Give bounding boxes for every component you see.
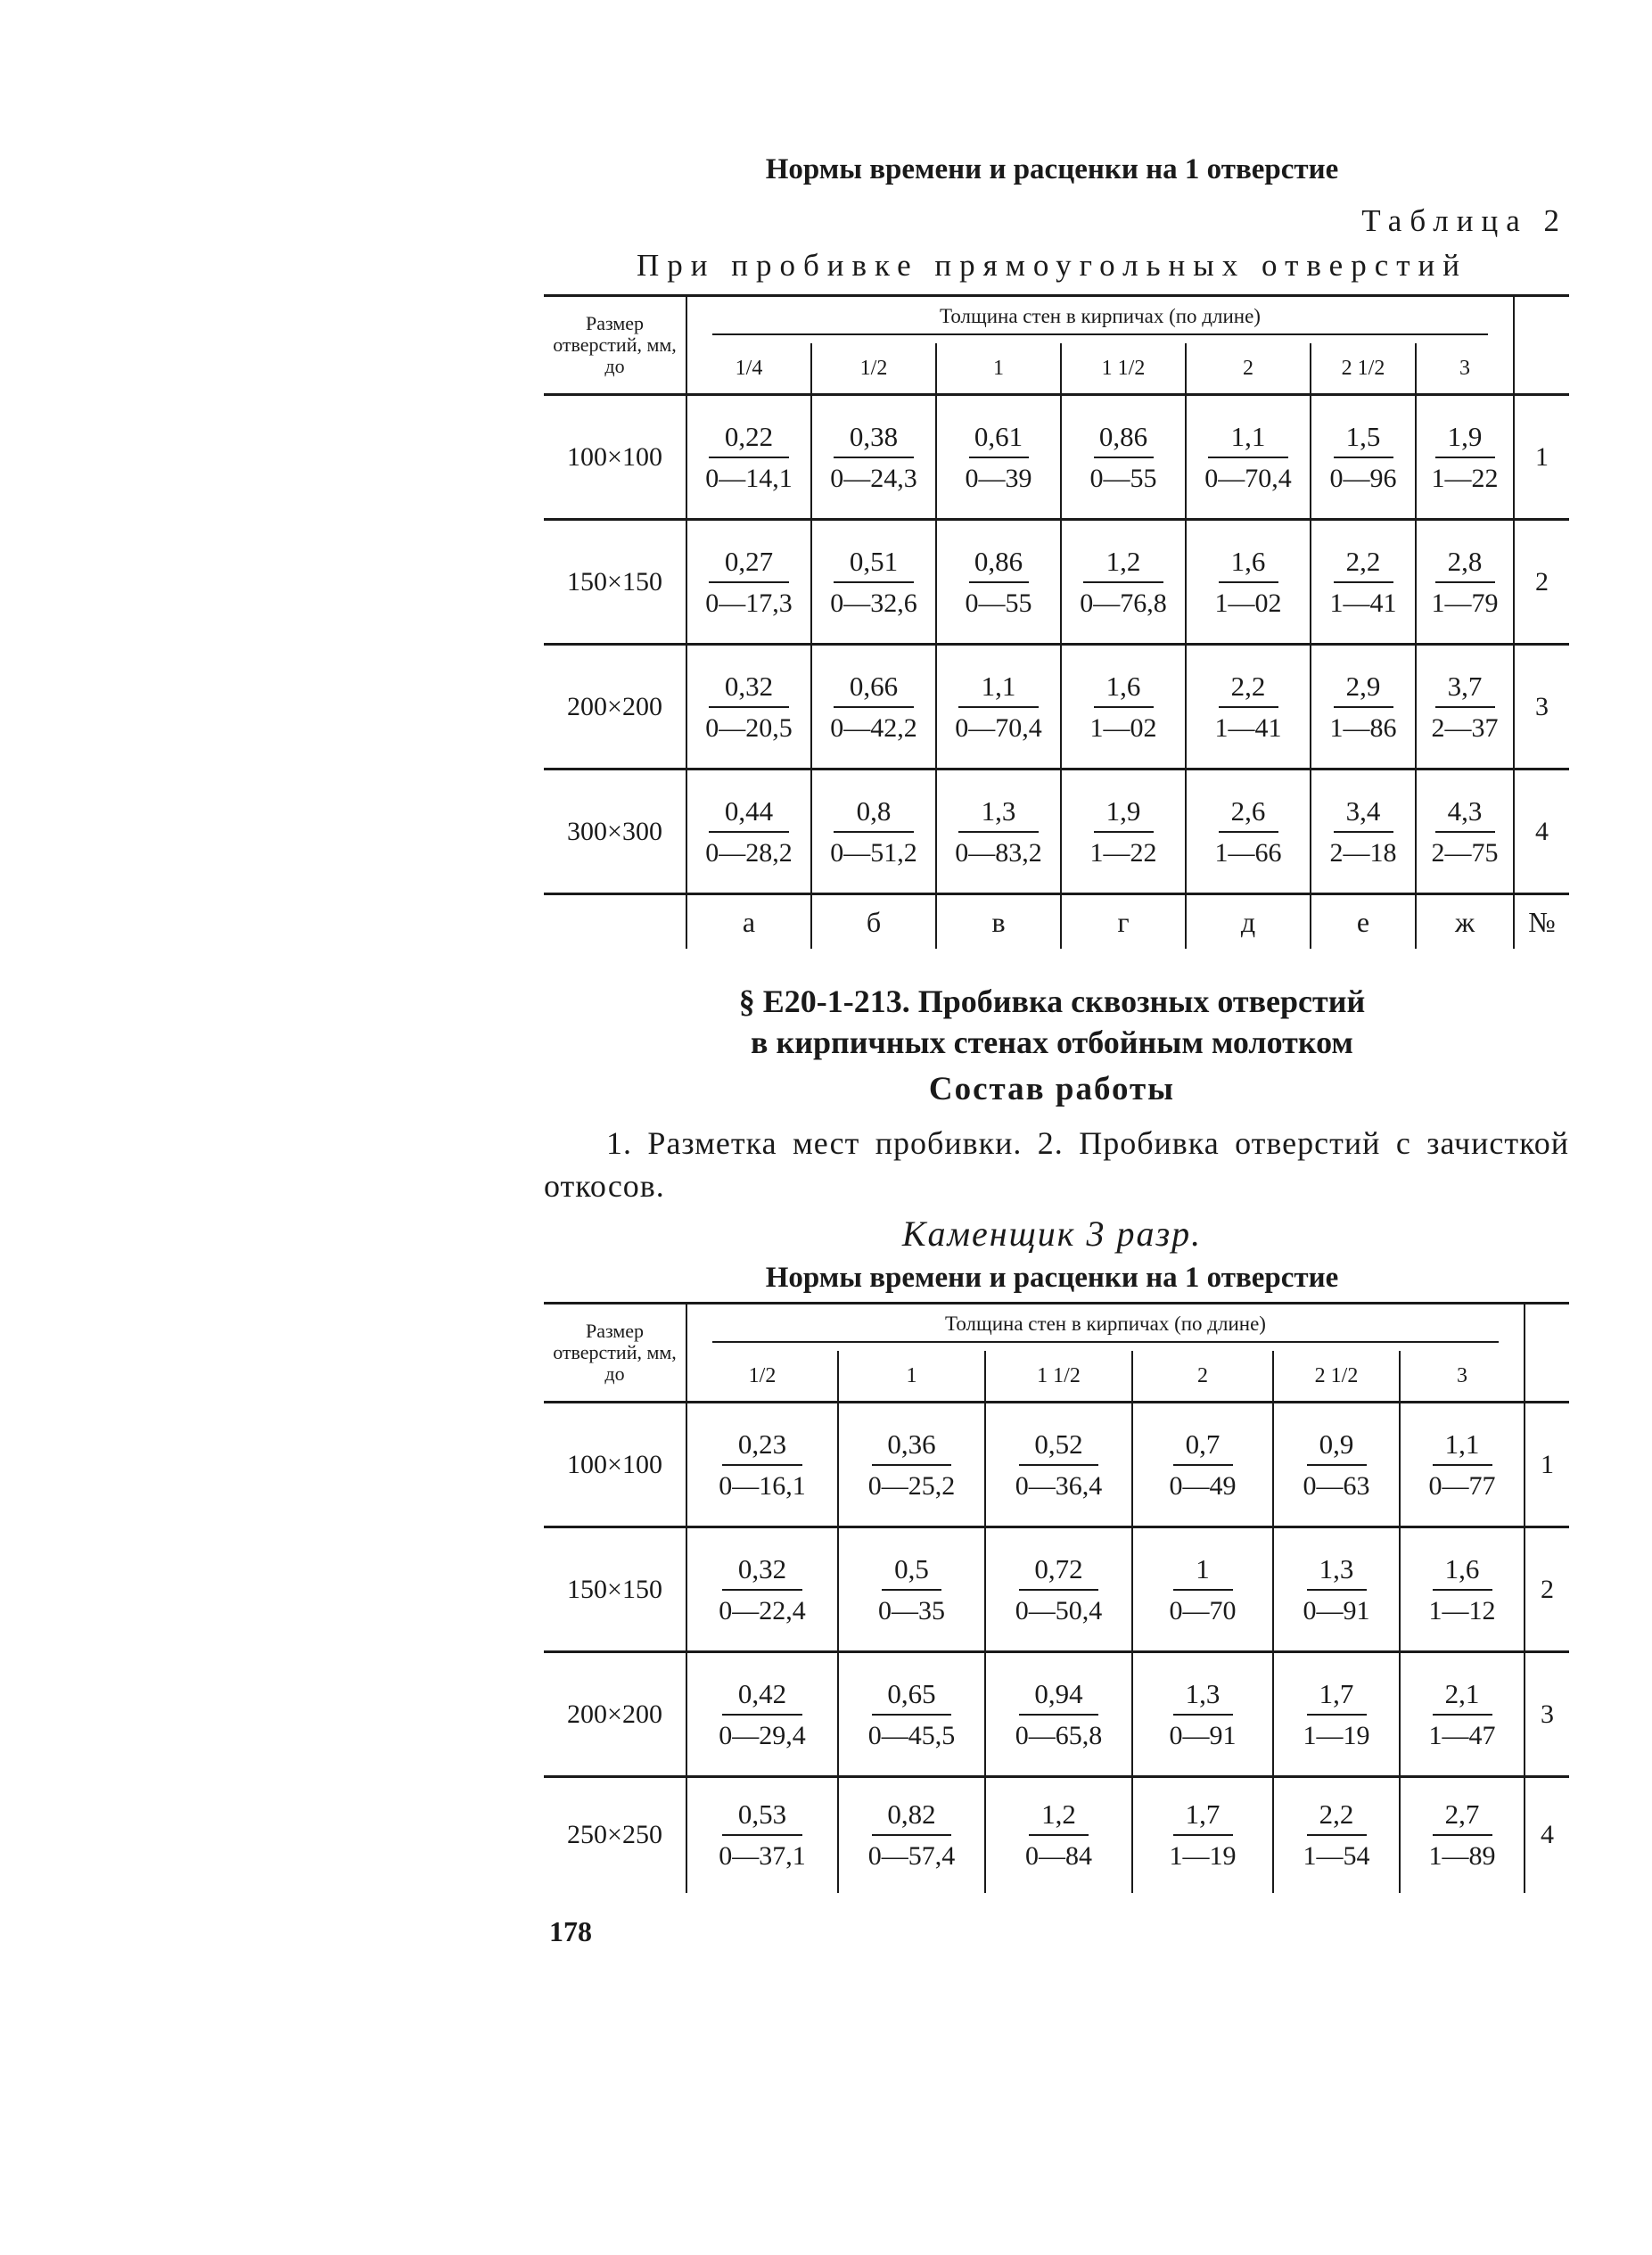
norm-cell: $\frac{1,1}{0—77}$ (1400, 1403, 1525, 1527)
norm-cell: $\frac{2,7}{1—89}$ (1400, 1777, 1525, 1893)
column-header: 1/2 (686, 1351, 838, 1403)
norm-cell: $\frac{0,53}{0—37,1}$ (686, 1777, 838, 1893)
norm-cell: $\frac{2,6}{1—66}$ (1186, 769, 1311, 894)
norm-cell: $\frac{0,65}{0—45,5}$ (838, 1652, 985, 1777)
table-row (544, 645, 1569, 769)
column-header: 1 1/2 (1061, 343, 1186, 395)
norm-cell: $\frac{4,3}{2—75}$ (1416, 769, 1514, 894)
norm-cell: $\frac{1,1}{0—70,4}$ (936, 645, 1061, 769)
norm-cell: $\frac{2,8}{1—79}$ (1416, 520, 1514, 645)
norm-cell: $\frac{0,9}{0—63}$ (1273, 1403, 1400, 1527)
table-row (544, 395, 1569, 520)
rownum-header (1525, 1304, 1569, 1403)
column-letter: а (686, 894, 811, 950)
row-size: 200×200 (544, 1652, 686, 1777)
column-letter: ж (1416, 894, 1514, 950)
norm-cell: $\frac{1,6}{1—02}$ (1186, 520, 1311, 645)
work-composition-text: 1. Разметка мест пробивки. 2. Пробивка отверстий с зачисткой откосов. (544, 1125, 1569, 1204)
column-letter: в (936, 894, 1061, 950)
table-row (544, 1652, 1569, 1777)
table1-subtitle: При пробивке прямоугольных отверстий (636, 248, 1468, 283)
number-label: № (1514, 894, 1569, 950)
norm-cell: $\frac{3,7}{2—37}$ (1416, 645, 1514, 769)
column-header: 1 (838, 1351, 985, 1403)
table-row (544, 769, 1569, 894)
norm-cell: $\frac{1,3}{0—91}$ (1132, 1652, 1273, 1777)
thickness-header: Толщина стен в кирпичах (по длине) (686, 1304, 1525, 1352)
norm-cell: $\frac{2,2}{1—54}$ (1273, 1777, 1400, 1893)
norm-cell: $\frac{0,66}{0—42,2}$ (811, 645, 936, 769)
rownum-header (1514, 296, 1569, 395)
norms-table-2 (544, 1302, 1569, 1893)
table1-caption: Нормы времени и расценки на 1 отверстие (765, 153, 1339, 185)
norm-cell: $\frac{1,3}{0—83,2}$ (936, 769, 1061, 894)
norm-cell: $\frac{1}{0—70}$ (1132, 1527, 1273, 1652)
section-title-line: § Е20-1-213. Пробивка сквозных отверстий (738, 983, 1366, 1019)
column-header: 1/4 (686, 343, 811, 395)
section-title-line: в кирпичных стенах отбойным молотком (751, 1025, 1353, 1060)
norm-cell: $\frac{0,38}{0—24,3}$ (811, 395, 936, 520)
column-letter: г (1061, 894, 1186, 950)
norm-cell: $\frac{1,5}{0—96}$ (1311, 395, 1416, 520)
table-row (544, 1777, 1569, 1893)
norms-table-1 (544, 294, 1569, 949)
norm-cell: $\frac{0,23}{0—16,1}$ (686, 1403, 838, 1527)
norm-cell: $\frac{0,52}{0—36,4}$ (985, 1403, 1132, 1527)
norm-cell: $\frac{0,22}{0—14,1}$ (686, 395, 811, 520)
row-size: 150×150 (544, 520, 686, 645)
norm-cell: $\frac{1,9}{1—22}$ (1061, 769, 1186, 894)
norm-cell: $\frac{1,9}{1—22}$ (1416, 395, 1514, 520)
norm-cell: $\frac{1,7}{1—19}$ (1273, 1652, 1400, 1777)
norm-cell: $\frac{0,86}{0—55}$ (936, 520, 1061, 645)
norm-cell: $\frac{0,7}{0—49}$ (1132, 1403, 1273, 1527)
section-title (535, 981, 1569, 1063)
norm-cell: $\frac{0,5}{0—35}$ (838, 1527, 985, 1652)
norm-cell: $\frac{1,1}{0—70,4}$ (1186, 395, 1311, 520)
row-size: 200×200 (544, 645, 686, 769)
row-number: 3 (1525, 1652, 1569, 1777)
column-letter: е (1311, 894, 1416, 950)
norm-cell: $\frac{0,94}{0—65,8}$ (985, 1652, 1132, 1777)
row-number: 4 (1525, 1777, 1569, 1893)
table-row (544, 1527, 1569, 1652)
norm-cell: $\frac{0,42}{0—29,4}$ (686, 1652, 838, 1777)
norm-cell: $\frac{0,36}{0—25,2}$ (838, 1403, 985, 1527)
column-header: 1/2 (811, 343, 936, 395)
row-number: 1 (1514, 395, 1569, 520)
column-header: 3 (1400, 1351, 1525, 1403)
norm-cell: $\frac{0,72}{0—50,4}$ (985, 1527, 1132, 1652)
page-number: 178 (549, 1915, 592, 1947)
column-header: 2 1/2 (1273, 1351, 1400, 1403)
row-size: 100×100 (544, 1403, 686, 1527)
table-row (544, 1403, 1569, 1527)
size-header: Размер отверстий, мм, до (544, 296, 686, 395)
row-size: 300×300 (544, 769, 686, 894)
column-letter: д (1186, 894, 1311, 950)
table-row (544, 520, 1569, 645)
norm-cell: $\frac{0,44}{0—28,2}$ (686, 769, 811, 894)
column-header: 2 (1132, 1351, 1273, 1403)
table2-caption: Нормы времени и расценки на 1 отверстие (765, 1262, 1339, 1294)
norm-cell: $\frac{0,8}{0—51,2}$ (811, 769, 936, 894)
norm-cell: $\frac{0,32}{0—22,4}$ (686, 1527, 838, 1652)
row-number: 3 (1514, 645, 1569, 769)
column-header: 2 (1186, 343, 1311, 395)
norm-cell: $\frac{1,2}{0—76,8}$ (1061, 520, 1186, 645)
norm-cell: $\frac{1,2}{0—84}$ (985, 1777, 1132, 1893)
size-header: Размер отверстий, мм, до (544, 1304, 686, 1403)
row-number: 2 (1525, 1527, 1569, 1652)
worker-grade: Каменщик 3 разр. (901, 1214, 1203, 1254)
thickness-header: Толщина стен в кирпичах (по длине) (686, 296, 1514, 344)
row-size: 150×150 (544, 1527, 686, 1652)
norm-cell: $\frac{0,27}{0—17,3}$ (686, 520, 811, 645)
column-letters-row (544, 894, 1569, 950)
norm-cell: $\frac{1,6}{1—02}$ (1061, 645, 1186, 769)
norm-cell: $\frac{0,51}{0—32,6}$ (811, 520, 936, 645)
norm-cell: $\frac{1,3}{0—91}$ (1273, 1527, 1400, 1652)
norm-cell: $\frac{1,7}{1—19}$ (1132, 1777, 1273, 1893)
norm-cell: $\frac{2,2}{1—41}$ (1186, 645, 1311, 769)
column-letter: б (811, 894, 936, 950)
norm-cell: $\frac{2,1}{1—47}$ (1400, 1652, 1525, 1777)
row-number: 4 (1514, 769, 1569, 894)
norm-cell: $\frac{0,32}{0—20,5}$ (686, 645, 811, 769)
row-size: 100×100 (544, 395, 686, 520)
norm-cell: $\frac{2,9}{1—86}$ (1311, 645, 1416, 769)
work-composition-heading: Состав работы (928, 1071, 1176, 1107)
column-header: 2 1/2 (1311, 343, 1416, 395)
row-number: 2 (1514, 520, 1569, 645)
norm-cell: $\frac{2,2}{1—41}$ (1311, 520, 1416, 645)
table-number-label: Таблица 2 (1361, 203, 1567, 238)
column-header: 1 1/2 (985, 1351, 1132, 1403)
column-header: 3 (1416, 343, 1514, 395)
row-number: 1 (1525, 1403, 1569, 1527)
norm-cell: $\frac{0,86}{0—55}$ (1061, 395, 1186, 520)
row-size: 250×250 (567, 1820, 662, 1850)
column-header: 1 (936, 343, 1061, 395)
norm-cell: $\frac{1,6}{1—12}$ (1400, 1527, 1525, 1652)
norm-cell: $\frac{0,82}{0—57,4}$ (838, 1777, 985, 1893)
norm-cell: $\frac{3,4}{2—18}$ (1311, 769, 1416, 894)
norm-cell: $\frac{0,61}{0—39}$ (936, 395, 1061, 520)
